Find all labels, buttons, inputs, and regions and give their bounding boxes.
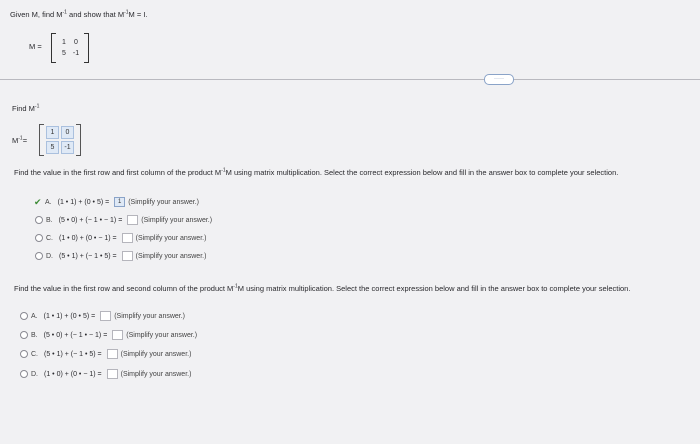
answer-box[interactable] <box>122 251 133 261</box>
right-bracket <box>84 33 89 63</box>
prompt-text: and show that M <box>66 10 125 19</box>
answer-box[interactable] <box>107 369 118 379</box>
option-expression: (1 • 1) + (0 • 5) = <box>43 312 96 320</box>
section-divider <box>0 79 700 80</box>
prompt-text: Given M, find M <box>10 10 63 19</box>
q1-text: M using matrix multiplication. Select the correct expression below and fill in the answer box to complete your selection. <box>225 168 619 177</box>
given-matrix <box>51 33 89 63</box>
option-expression: (5 • 0) + (− 1 • − 1) = <box>58 216 123 224</box>
expand-more-button[interactable]: ····· <box>484 74 514 85</box>
matrix-cell: 1 <box>62 39 66 46</box>
option-hint: (Simplify your answer.) <box>128 198 200 206</box>
answer-cell[interactable]: -1 <box>61 141 74 154</box>
prompt-superscript: -1 <box>62 9 67 16</box>
question-prompt <box>10 10 148 19</box>
prompt-text: M = I. <box>128 10 148 19</box>
matrix-cell: 5 <box>62 50 66 57</box>
find-inverse-label <box>12 104 39 113</box>
right-bracket <box>76 124 81 156</box>
q2-option-c[interactable] <box>20 349 191 359</box>
option-hint: (Simplify your answer.) <box>114 312 186 320</box>
answer-equals: = <box>22 136 28 145</box>
answer-matrix-label <box>12 136 27 145</box>
q1-text: Find the value in the first row and first column of the product M <box>14 168 222 177</box>
q1-option-c[interactable] <box>35 233 206 243</box>
answer-cell[interactable]: 1 <box>46 126 59 139</box>
q2-option-a[interactable] <box>20 311 185 321</box>
answer-box[interactable] <box>127 215 138 225</box>
option-expression: (5 • 1) + (− 1 • 5) = <box>59 252 117 260</box>
option-letter: C. <box>31 350 38 358</box>
find-text: Find M <box>12 104 35 113</box>
radio-button[interactable] <box>35 216 43 224</box>
answer-label-text: M <box>12 136 19 145</box>
q1-option-b[interactable] <box>35 215 212 225</box>
radio-button[interactable] <box>35 234 43 242</box>
option-expression: (1 • 0) + (0 • − 1) = <box>44 370 102 378</box>
radio-button[interactable] <box>20 331 28 339</box>
option-letter: B. <box>31 331 38 339</box>
q1-option-a[interactable] <box>34 197 199 207</box>
q2-text: M using matrix multiplication. Select the correct expression below and fill in the answer box to complete your selection. <box>237 284 631 293</box>
answer-matrix <box>39 124 81 156</box>
prompt-superscript: -1 <box>124 9 129 16</box>
radio-button[interactable] <box>20 370 28 378</box>
answer-box[interactable] <box>122 233 133 243</box>
option-letter: B. <box>46 216 53 224</box>
answer-cell[interactable]: 0 <box>61 126 74 139</box>
radio-button[interactable] <box>20 350 28 358</box>
q1-instructions <box>14 168 618 177</box>
answer-box[interactable] <box>112 330 123 340</box>
option-hint: (Simplify your answer.) <box>135 234 207 242</box>
given-matrix-label: M = <box>29 42 42 51</box>
answer-box[interactable] <box>100 311 111 321</box>
answer-box[interactable]: 1 <box>114 197 125 207</box>
option-letter: D. <box>31 370 38 378</box>
option-letter: C. <box>46 234 53 242</box>
q2-option-d[interactable] <box>20 369 191 379</box>
matrix-cell: -1 <box>72 50 80 57</box>
q1-superscript: -1 <box>221 167 226 174</box>
radio-button[interactable] <box>20 312 28 320</box>
option-letter: A. <box>45 198 52 206</box>
answer-box[interactable] <box>107 349 118 359</box>
option-hint: (Simplify your answer.) <box>120 370 192 378</box>
q1-option-d[interactable] <box>35 251 206 261</box>
option-letter: A. <box>31 312 38 320</box>
q2-option-b[interactable] <box>20 330 197 340</box>
answer-superscript: -1 <box>18 135 23 142</box>
option-expression: (1 • 0) + (0 • − 1) = <box>59 234 117 242</box>
matrix-cell: 0 <box>74 39 78 46</box>
q2-text: Find the value in the first row and second column of the product M <box>14 284 234 293</box>
option-hint: (Simplify your answer.) <box>126 331 198 339</box>
find-superscript: -1 <box>34 103 40 110</box>
option-expression: (5 • 0) + (− 1 • − 1) = <box>43 331 108 339</box>
checkmark-icon: ✔ <box>34 196 42 207</box>
q2-instructions <box>14 284 630 293</box>
radio-button[interactable] <box>35 252 43 260</box>
answer-cell[interactable]: 5 <box>46 141 59 154</box>
option-letter: D. <box>46 252 53 260</box>
option-expression: (5 • 1) + (− 1 • 5) = <box>44 350 102 358</box>
option-hint: (Simplify your answer.) <box>141 216 213 224</box>
option-hint: (Simplify your answer.) <box>120 350 192 358</box>
q2-superscript: -1 <box>233 283 238 290</box>
option-hint: (Simplify your answer.) <box>135 252 207 260</box>
option-expression: (1 • 1) + (0 • 5) = <box>57 198 110 206</box>
